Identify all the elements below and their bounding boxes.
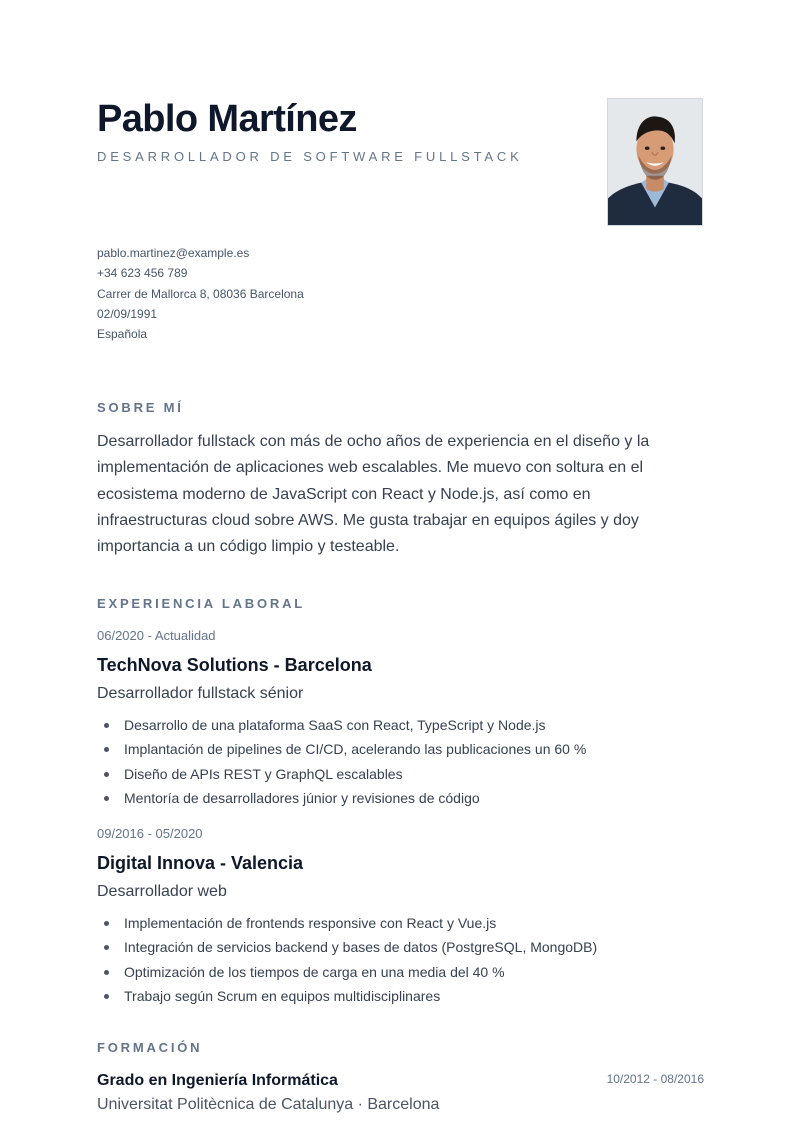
job-title: DESARROLLADOR DE SOFTWARE FULLSTACK [97, 149, 523, 164]
experience-bullet [97, 737, 704, 761]
bullet-dot-icon [104, 796, 109, 801]
education-degree: Grado en Ingeniería Informática [97, 1072, 338, 1089]
experience-bullet [97, 762, 704, 786]
bullet-dot-icon [104, 921, 109, 926]
experience-bullet [97, 984, 704, 1008]
experience-role: Desarrollador fullstack sénior [97, 685, 304, 702]
bullet-text: Diseño de APIs REST y GraphQL escalables [124, 765, 403, 782]
experience-bullet [97, 713, 704, 737]
experience-item [97, 628, 704, 811]
contact-phone: +34 623 456 789 [97, 266, 188, 281]
bullet-dot-icon [104, 970, 109, 975]
experience-company: Digital Innova - Valencia [97, 853, 304, 873]
experience-role: Desarrollador web [97, 883, 227, 900]
cv-header [97, 96, 597, 165]
experience-bullets [97, 713, 704, 811]
contact-address: Carrer de Mallorca 8, 08036 Barcelona [97, 286, 304, 301]
experience-bullet [97, 935, 704, 959]
experience-company: TechNova Solutions - Barcelona [97, 655, 372, 675]
education-school: Universitat Politècnica de Catalunya · Barcelona [97, 1096, 440, 1113]
education-heading: FORMACIÓN [97, 1040, 203, 1055]
experience-heading: EXPERIENCIA LABORAL [97, 596, 306, 611]
experience-bullets [97, 911, 704, 1009]
experience-bullet [97, 960, 704, 984]
experience-bullet [97, 786, 704, 810]
about-heading: SOBRE MÍ [97, 400, 184, 415]
education-item [97, 1070, 704, 1118]
bullet-text: Implantación de pipelines de CI/CD, acelerando las publicaciones un 60 % [124, 741, 587, 758]
contact-email: pablo.martinez@example.es [97, 246, 250, 260]
candidate-name: Pablo Martínez [97, 98, 357, 140]
bullet-dot-icon [104, 772, 109, 777]
bullet-text: Integración de servicios backend y bases de datos (PostgreSQL, MongoDB) [124, 939, 598, 956]
experience-bullet [97, 911, 704, 935]
contact-birth-date: 02/09/1991 [97, 306, 158, 321]
bullet-dot-icon [104, 723, 109, 728]
bullet-text: Trabajo según Scrum en equipos multidisciplinares [124, 988, 441, 1005]
bullet-text: Mentoría de desarrolladores júnior y revisiones de código [124, 790, 480, 807]
experience-dates: 06/2020 - Actualidad [97, 628, 216, 643]
bullet-text: Optimización de los tiempos de carga en una media del 40 % [124, 963, 505, 980]
bullet-text: Desarrollo de una plataforma SaaS con React, TypeScript y Node.js [124, 717, 546, 733]
contact-info [97, 243, 457, 344]
education-dates: 10/2012 - 08/2016 [606, 1072, 704, 1086]
bullet-dot-icon [104, 945, 109, 950]
professional-summary: Desarrollador fullstack con más de ocho años de experiencia en el diseño y la implementación de aplicaciones web escalables. Me muevo con soltura en el ecosistema moderno de JavaScript con React y Node.js, así como en infraestructuras cloud sobre AWS. Me gusta trabajar en equipos ágiles y doy importancia a un código limpio y testeable. [97, 433, 650, 556]
experience-item [97, 826, 704, 1009]
experience-dates: 09/2016 - 05/2020 [97, 826, 203, 841]
contact-nationality: Española [97, 327, 148, 342]
bullet-text: Implementación de frontends responsive con React y Vue.js [124, 915, 497, 931]
bullet-dot-icon [104, 994, 109, 999]
profile-photo [607, 98, 703, 226]
bullet-dot-icon [104, 747, 109, 752]
